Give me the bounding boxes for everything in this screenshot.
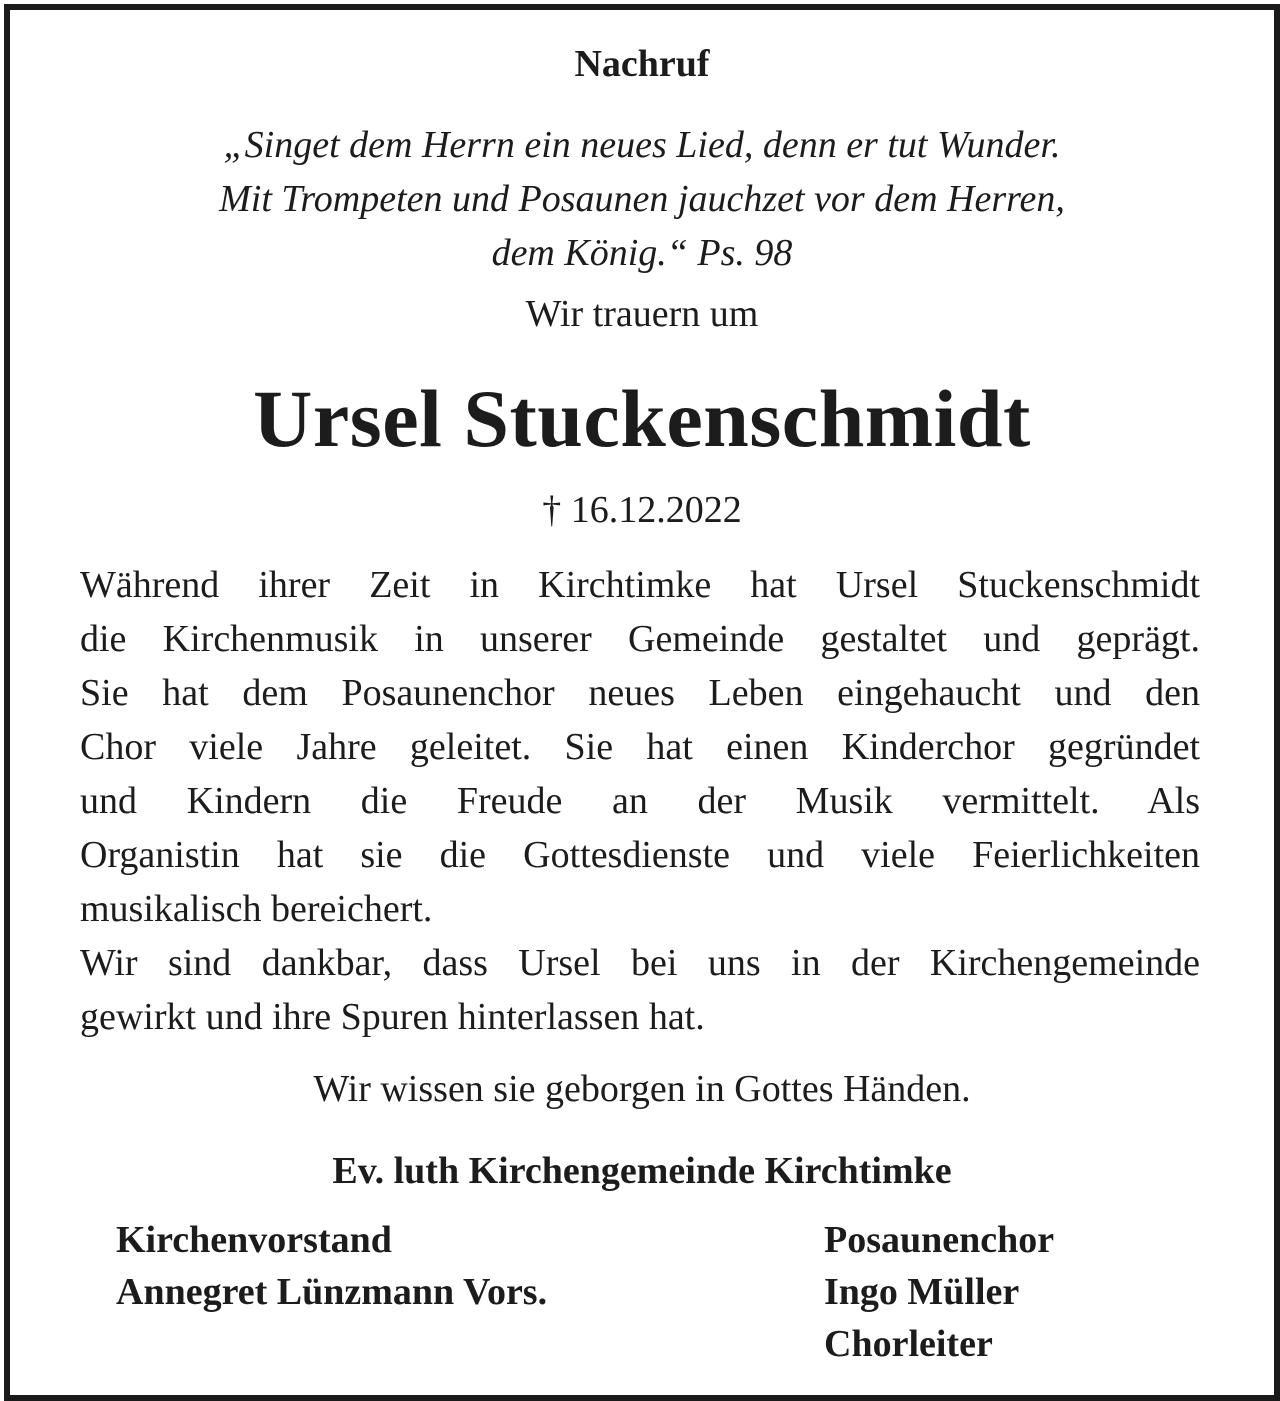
signature-line: Ingo Müller [824,1271,1020,1313]
deceased-name: Ursel Stuckenschmidt [253,373,1031,464]
body-line: Organistin hat sie die Gottesdienste und viele Feierlichkeiten [80,834,1200,876]
body-line: Während ihrer Zeit in Kirchtimke hat Ursel Stuckenschmidt [80,564,1200,606]
signature-line: Annegret Lünzmann Vors. [116,1271,548,1313]
body-line: die Kirchenmusik in unserer Gemeinde gestaltet und geprägt. [80,618,1200,660]
signature-line: Posaunenchor [824,1219,1055,1261]
bible-quote [10,118,1274,280]
death-date: † 16.12.2022 [542,489,742,531]
organization-name: Ev. luth Kirchengemeinde Kirchtimke [332,1150,952,1192]
body-line: Sie hat dem Posaunenchor neues Leben eingehaucht und den [80,672,1200,714]
quote-line: „Singet dem Herrn ein neues Lied, denn er tut Wunder. [223,124,1061,166]
body-line: musikalisch bereichert. [80,888,433,930]
mourning-intro: Wir trauern um [525,293,759,335]
signature-line: Kirchenvorstand [116,1219,392,1261]
signature-right [824,1214,1054,1370]
obituary-notice [10,10,1274,1395]
body-line: und Kindern die Freude an der Musik vermittelt. Als [80,780,1200,822]
notice-heading: Nachruf [574,43,710,85]
body-line: Chor viele Jahre geleitet. Sie hat einen Kinderchor gegründet [80,726,1200,768]
quote-line: dem König.“ Ps. 98 [491,232,793,274]
obituary-body [80,558,1200,1044]
body-line: Wir sind dankbar, dass Ursel bei uns in der Kirchengemeinde [80,942,1200,984]
signature-left [116,1214,547,1318]
quote-line: Mit Trompeten und Posaunen jauchzet vor dem Herren, [219,178,1065,220]
signature-line: Chorleiter [824,1323,993,1365]
closing-line: Wir wissen sie geborgen in Gottes Händen. [313,1068,971,1110]
body-line: gewirkt und ihre Spuren hinterlassen hat. [80,996,705,1038]
